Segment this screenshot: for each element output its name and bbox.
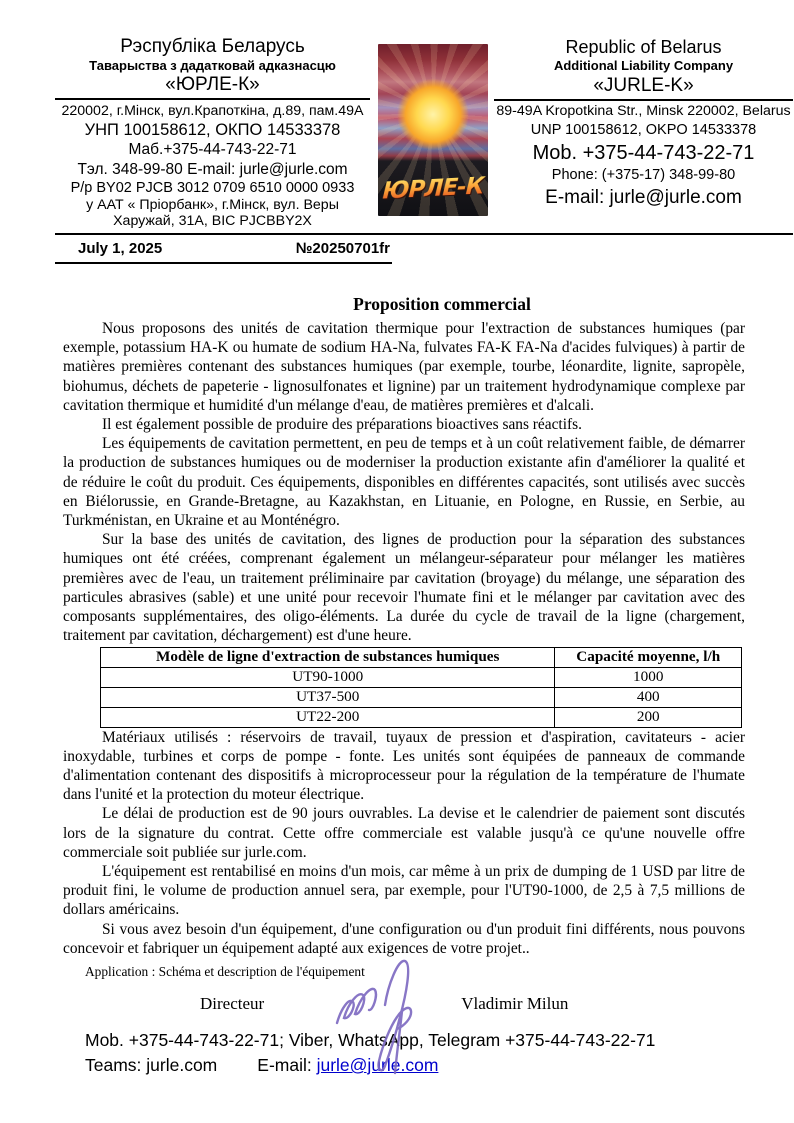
document-title: Proposition commercial — [353, 294, 531, 314]
letter-footer — [63, 963, 745, 1078]
bank-account-line: Р/р BY02 PJCB 3012 0709 6510 0000 0933 — [70, 180, 355, 196]
table-cell-capacity: 1000 — [555, 668, 742, 688]
paragraph-custom-design: Si vous avez besoin d'un équipement, d'une configuration ou d'un produit fini différents, nous pouvons concevoir et fabriquer un équipement adapté aux exigences de votre projet.. — [63, 920, 745, 957]
director-title: Directeur — [200, 994, 265, 1014]
date-reference-row — [55, 235, 392, 264]
country-name-by: Рэспубліка Беларусь — [120, 36, 305, 57]
paragraph-payback: L'équipement est rentabilisé en moins d'un mois, car même à un prix de dumping de 1 USD par litre de produit fini, le volume de production annuel sera, par exemple, pour l'UT90-1000, de 2,5 à 7,5 millions de dollars américains. — [63, 863, 745, 919]
address-by: 220002, г.Мінск, вул.Крапоткіна, д.89, пам.49А — [61, 103, 364, 119]
contact-teams-email-line — [85, 1053, 745, 1078]
application-note: Application : Schéma et description de l'équipement — [85, 964, 365, 980]
table-cell-model: UT90-1000 — [101, 668, 555, 688]
letter-date: July 1, 2025 — [78, 240, 163, 257]
column-header-capacity: Capacité moyenne, l/h — [555, 648, 742, 668]
company-type-en: Additional Liability Company — [553, 58, 734, 73]
letterhead-right-english — [492, 36, 793, 211]
company-name-by: «ЮРЛЕ-К» — [165, 74, 260, 95]
paragraph-intro: Nous proposons des unités de cavitation thermique pour l'extraction de substances humiques (par exemple, potassium HA-K ou humate de sodium HA-Na, fulvates FA-K FA-Na d'acides fulviques) à partir de matières premières contenant des substances humiques (par exemple, tourbe, léonardite, lignite, sapropèle, biohumus, déchets de papeterie - lignosulfonates et lignine) par un traitement hydrodynamique complexe par cavitation thermique et humidité d'un mélange d'eau, de matières premières et d'alcali. — [63, 320, 745, 414]
email-link[interactable]: jurle@jurle.com — [316, 1055, 439, 1076]
letterhead — [0, 0, 794, 229]
paragraph-equipment: Les équipements de cavitation permettent, en peu de temps et à un coût relativement faible, de démarrer la production de substances humiques ou de moderniser la production existante afin d'améliorer la qualité et de réduire le coût du produit. Ces équipements, disponibles en différentes capacités, sont utilisés avec succès en Biélorussie, en Grande-Bretagne, au Kazakhstan, en Lituanie, en Pologne, en Russie, en Serbie, au Turkménistan, en Ukraine et au Monténégro. — [63, 435, 745, 530]
letter-body — [63, 294, 745, 1078]
bank-bic-line: Харужай, 31А, BIC PJCBBY2X — [113, 213, 312, 229]
table-row — [101, 668, 742, 688]
table-header-row — [101, 648, 742, 668]
phone-en: Phone: (+375-17) 348-99-80 — [551, 167, 736, 183]
email-en: E-mail: jurle@jurle.com — [545, 187, 742, 208]
company-block-by — [55, 36, 370, 100]
table-cell-capacity: 400 — [555, 688, 742, 708]
company-block-en — [494, 36, 793, 101]
paragraph-delivery: Le délai de production est de 90 jours ouvrables. La devise et le calendrier de paiement sont discutés lors de la signature du contrat. Cette offre commerciale est valable jusqu'à ce qu'une nouvelle offre commerciale soit publiée sur jurle.com. — [63, 805, 745, 861]
registration-ids-en: UNP 100158612, OKPO 14533378 — [530, 122, 757, 138]
table-cell-capacity: 200 — [555, 707, 742, 727]
country-name-en: Republic of Belarus — [565, 37, 722, 57]
paragraph-bioactive: Il est également possible de produire des préparations bioactives sans réactifs. — [102, 416, 582, 434]
signature-row — [63, 993, 745, 1014]
letterhead-left-belarusian — [55, 36, 370, 229]
teams-contact: Teams: jurle.com — [85, 1055, 218, 1076]
email-label: E-mail: — [257, 1055, 312, 1076]
company-type-by: Таварыства з дадатковай адказнасцю — [89, 58, 336, 73]
registration-ids-by: УНП 100158612, ОКПО 14533378 — [84, 121, 341, 139]
mobile-en: Mob. +375-44-743-22-71 — [532, 142, 755, 164]
contact-messengers-line: Mob. +375-44-743-22-71; Viber, WhatsApp, Telegram +375-44-743-22-71 — [85, 1030, 656, 1051]
model-capacity-table — [100, 647, 742, 727]
logo-wordmark: ЮРЛЕ-К — [378, 173, 488, 205]
company-logo-sunset — [378, 44, 488, 216]
table-row — [101, 688, 742, 708]
table-cell-model: UT37-500 — [101, 688, 555, 708]
mobile-by: Маб.+375-44-743-22-71 — [128, 141, 297, 158]
table-row — [101, 707, 742, 727]
director-name: Vladimir Milun — [461, 994, 569, 1014]
paragraph-materials: Matériaux utilisés : réservoirs de travail, tuyaux de pression et d'aspiration, cavitateurs - acier inoxydable, turbines et corps de pompe - fonte. Les unités sont équipées de panneaux de commande d'alimentation contenant des dispositifs à microprocesseur pour la régulation de la température de l'humate dans l'unité et la protection du moteur électrique. — [63, 728, 745, 804]
reference-number: №20250701fr — [295, 240, 390, 257]
table-cell-model: UT22-200 — [101, 707, 555, 727]
column-header-model: Modèle de ligne d'extraction de substances humiques — [101, 648, 555, 668]
contact-block — [85, 1028, 745, 1078]
address-en: 89-49A Kropotkina Str., Minsk 220002, Belarus — [496, 103, 791, 119]
paragraph-production-lines: Sur la base des unités de cavitation, des lignes de production pour la séparation des substances humiques ont été créées, comprenant également un mélangeur-séparateur pour mélanger les matières premières avec de l'eau, un traitement préliminaire par cavitation (broyage) du mélange, une séparation des particules abrasives (sable) et une unité pour recevoir l'humate fini et le mélanger par cavitation avec des composants supplémentaires, des oligo-éléments. La durée du cycle de travail de la ligne (chargement, traitement par cavitation, déchargement) est d'une heure. — [63, 531, 745, 645]
phone-email-by: Тэл. 348-99-80 E-mail: jurle@jurle.com — [77, 161, 348, 178]
bank-name-line: у ААТ « Пріорбанк», г.Мінск, вул. Веры — [86, 197, 339, 213]
company-name-en: «JURLE-K» — [593, 75, 694, 96]
